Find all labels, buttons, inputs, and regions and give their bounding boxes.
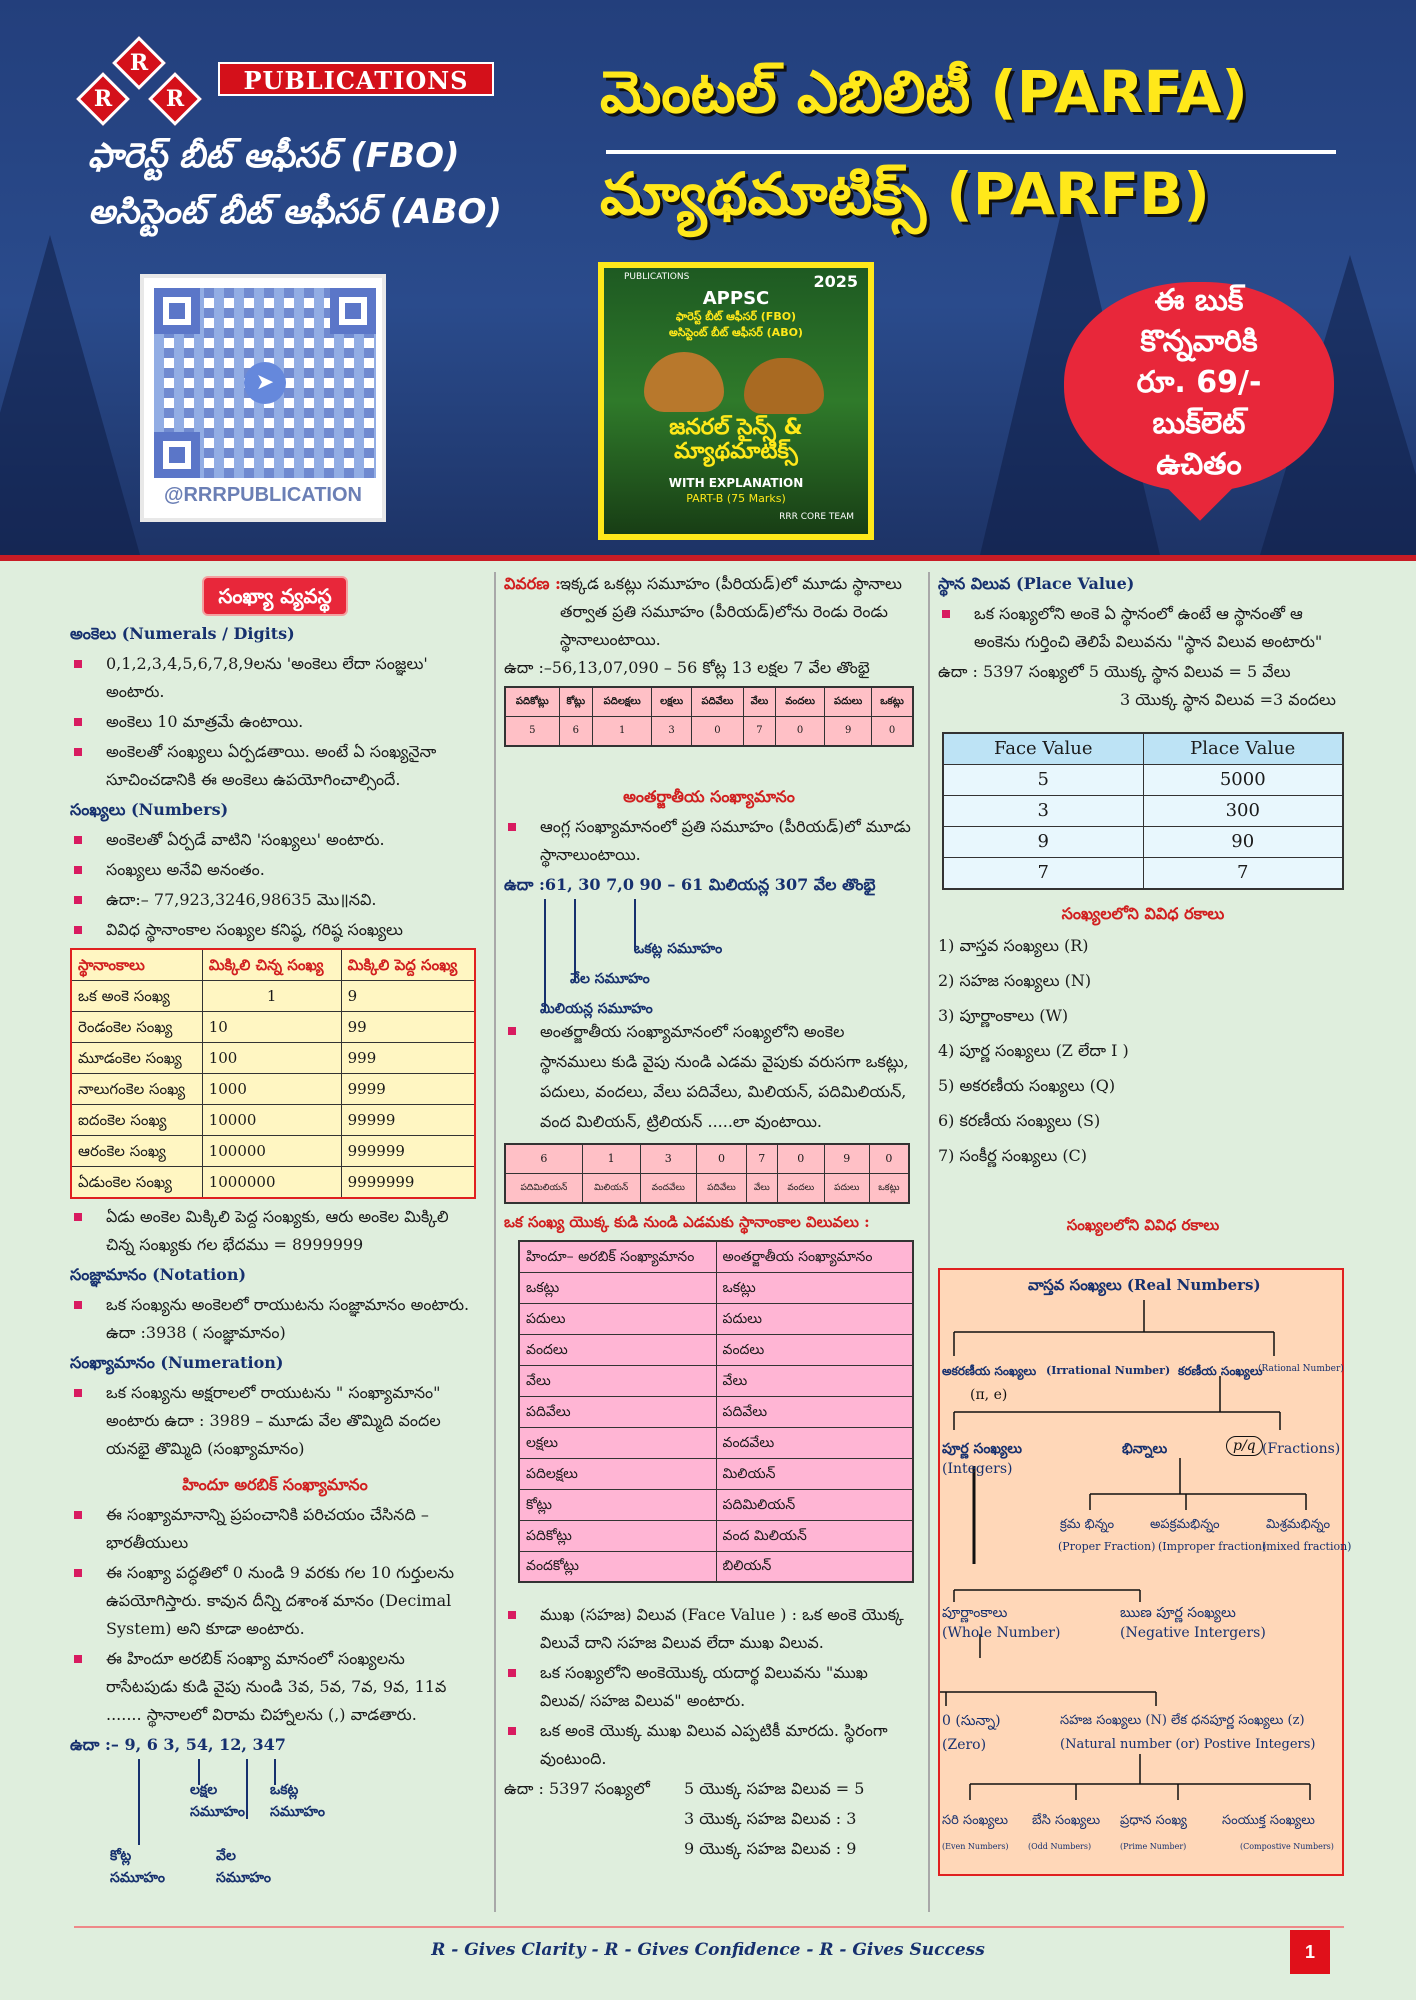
tree-node-prime-en: (Prime Number) [1120, 1842, 1187, 1851]
table-row: పదివేలు పదివేలు [519, 1396, 913, 1427]
tree-node-fraction-symbol: p/q [1226, 1436, 1263, 1456]
book-publisher: PUBLICATIONS [624, 272, 690, 282]
vivarana-text: ఇక్కడ ఒకట్లు సమూహం (పీరియడ్)లో మూడు స్థానాలు తర్వాత ప్రతి సమూహం (పీరియడ్)లోను రెండు రెండు స్థానాలుంటాయి. [560, 574, 902, 649]
tree-node-mixed-en: (mixed fraction) [1262, 1540, 1352, 1553]
table-row: ఆరంకెల సంఖ్య 100000 999999 [71, 1136, 475, 1167]
list-item: అంకెలతో ఏర్పడే వాటిని 'సంఖ్యలు' అంటారు. [70, 826, 480, 854]
grouping-diagram [70, 1759, 480, 1899]
table-row: వందలు వందలు [519, 1334, 913, 1365]
book-exam: APPSC [702, 288, 770, 309]
footer-tagline: R - Gives Clarity - R - Gives Confidence - R - Gives Success [431, 1940, 985, 1960]
table-row: మూడంకెల సంఖ్య 100 999 [71, 1043, 475, 1074]
diagram-label: వేల సమూహం [570, 971, 650, 987]
list-item: 5) అకరణీయ సంఖ్యలు (Q) [938, 1076, 1116, 1095]
table-row: కోట్లు పదిమిలియన్ [519, 1489, 913, 1520]
offer-badge-text: ఈ బుక్ కొన్నవారికి రూ. 69/- బుక్‌లెట్ ఉచితం [1136, 283, 1262, 482]
table-row: నాలుగంకెల సంఖ్య 1000 9999 [71, 1074, 475, 1105]
table-row: రెండంకెల సంఖ్య 10 99 [71, 1012, 475, 1043]
example-line: ఉదా :–56,13,07,090 – 56 కోట్ల 13 లక్షల 7 వేల తొంభై [504, 658, 870, 677]
list-item: 0,1,2,3,4,5,6,7,8,9లను 'అంకెలు లేదా సంజ్ఞలు' అంటారు. [70, 650, 480, 706]
list-item: అంకెలతో సంఖ్యలు ఏర్పడతాయి. అంటే ఏ సంఖ్యనైనా సూచించడానికి ఈ అంకెలు ఉపయోగించాల్సిందే. [70, 738, 480, 794]
table-row: ఐదంకెల సంఖ్య 10000 99999 [71, 1105, 475, 1136]
tree-node-fractions: భిన్నాలు [1122, 1441, 1168, 1457]
diagram-label: వేల సమూహం [216, 1848, 271, 1886]
book-subtitle: WITH EXPLANATION [668, 476, 804, 490]
tree-node-improper: అపక్రమభిన్నం [1150, 1517, 1220, 1532]
main-title-line1: మెంటల్ ఎబిలిటీ (PARFA) [600, 58, 1248, 126]
tree-node-odd: బేసి సంఖ్యలు [1032, 1813, 1101, 1828]
example-line: 9 యొక్క సహజ విలువ : 9 [684, 1839, 857, 1858]
example-line: 3 యొక్క సహజ విలువ : 3 [684, 1809, 857, 1828]
section-heading: సంఖ్యా వ్యవస్థ [202, 576, 347, 616]
subheading-international: అంతర్జాతీయ సంఖ్యామానం [623, 787, 795, 806]
tree-node-irrational-ex: (π, e) [970, 1387, 1008, 1403]
table-row: 5 5000 [943, 765, 1343, 796]
list-item: 3) పూర్ణాంకాలు (W) [938, 1006, 1069, 1025]
diagram-label: లక్షల సమూహం [190, 1782, 245, 1820]
telegram-icon: ➤ [244, 362, 286, 404]
tree-node-proper: క్రమ భిన్నం [1060, 1517, 1115, 1532]
example-label: ఉదా : 5397 సంఖ్యలో [504, 1779, 650, 1798]
subheading-numerals: అంకెలు (Numerals / Digits) [70, 624, 295, 643]
tree-node-prime: ప్రధాన సంఖ్య [1120, 1813, 1187, 1828]
subheading-numeration: సంఖ్యామానం (Numeration) [70, 1353, 284, 1372]
tree-node-natural: సహజ సంఖ్యలు (N) లేక ధనపూర్ణ సంఖ్యలు (z) [1060, 1713, 1305, 1728]
tree-node-negative-en: (Negative Intergers) [1120, 1625, 1266, 1641]
diagram-label: మిలియన్ల సమూహం [540, 1001, 653, 1017]
place-value-table: పదికోట్లు కోట్లు పదిలక్షలు లక్షలు పదివేలు వేలు వందలు పదులు ఒకట్లు 5 6 1 3 0 7 0 9 0 [504, 686, 914, 747]
table-header: మిక్కిలి పెద్ద సంఖ్య [341, 949, 475, 981]
diagram-label: ఒకట్ల సమూహం [270, 1782, 325, 1820]
subheading-numbers: సంఖ్యలు (Numbers) [70, 800, 229, 819]
table-row: 3 300 [943, 796, 1343, 827]
table-header: హిందూ– అరబిక్ సంఖ్యామానం [519, 1241, 716, 1272]
tree-node-real: వాస్తవ సంఖ్యలు (Real Numbers) [1028, 1276, 1261, 1294]
list-item: ఈ హిందూ అరబిక్ సంఖ్యా మానంలో సంఖ్యలను రాసేటపుడు కుడి వైపు నుండి 3వ, 5వ, 7వ, 9వ, 11వ ....... స్థానాలలో విరామ చిహ్నాలను (,) వాడతారు. [70, 1645, 480, 1729]
table-row: వందకోట్లు బిలియన్ [519, 1551, 913, 1582]
international-grouping-diagram [504, 899, 914, 1015]
book-year: 2025 [813, 272, 858, 291]
table-row: లక్షలు వందవేలు [519, 1427, 913, 1458]
tree-node-negative: ఋణ పూర్ణ సంఖ్యలు [1120, 1605, 1236, 1621]
tree-node-whole-en: (Whole Number) [942, 1625, 1061, 1641]
list-item: ఒక సంఖ్యలోని అంకెయొక్క యదార్థ విలువను "ముఖ విలువ/ సహజ విలువ" అంటారు. [504, 1659, 914, 1715]
table-row: పదులు పదులు [519, 1303, 913, 1334]
tree-node-proper-en: (Proper Fraction) [1058, 1540, 1156, 1553]
table-row: పదిలక్షలు మిలియన్ [519, 1458, 913, 1489]
column-place-value [938, 570, 1348, 1239]
tree-node-composite-en: (Compostive Numbers) [1240, 1842, 1334, 1851]
column-international-system [504, 570, 914, 1865]
tree-node-rational-en: (Rational Number) [1258, 1364, 1344, 1374]
header-divider [0, 555, 1416, 561]
list-item: 6) కరణీయ సంఖ్యలు (S) [938, 1111, 1101, 1130]
list-item: సంఖ్యలు అనేవి అనంతం. [70, 856, 480, 884]
list-item: ముఖ (సహజ) విలువ (Face Value ) : ఒక అంకె యొక్క విలువే దాని సహజ విలువ లేదా ముఖ విలువ. [504, 1601, 914, 1657]
example-line: 5 యొక్క సహజ విలువ = 5 [684, 1779, 865, 1798]
list-item: ఈ సంఖ్యామానాన్ని ప్రపంచానికి పరిచయం చేసినది – భారతీయులు [70, 1501, 480, 1557]
tree-node-zero: 0 (సున్నా) [942, 1713, 1001, 1729]
subheading-hindu-arabic: హిందూ అరబిక్ సంఖ్యామానం [182, 1475, 368, 1494]
column-divider [494, 572, 496, 1912]
qr-handle: @RRRPUBLICATION [163, 484, 362, 506]
main-title-line2: మ్యాథమాటిక్స్ (PARFB) [600, 160, 1210, 228]
list-item: 2) సహజ సంఖ్యలు (N) [938, 971, 1092, 990]
tree-node-even-en: (Even Numbers) [942, 1842, 1009, 1851]
tree-node-whole: పూర్ణాంకాలు [942, 1605, 1008, 1621]
diagram-label: కోట్ల సమూహం [110, 1848, 165, 1886]
comparison-table [518, 1240, 914, 1583]
lion-cub-image [744, 358, 824, 414]
abo-heading: అసిస్టెంట్ బీట్ ఆఫీసర్ (ABO) [88, 192, 502, 232]
subheading-place-value: స్థాన విలువ (Place Value) [938, 574, 1135, 593]
publications-label: PUBLICATIONS [218, 62, 494, 96]
table-header: అంతర్జాతీయ సంఖ్యామానం [716, 1241, 913, 1272]
banner-header [0, 0, 1416, 555]
column-divider [928, 572, 930, 1912]
list-item: ఒక అంకె యొక్క ముఖ విలువ ఎప్పటికీ మారదు. స్థిరంగా వుంటుంది. [504, 1717, 914, 1773]
footer-divider [74, 1926, 1344, 1928]
example-line: 3 యొక్క స్థాన విలువ =3 వందలు [1120, 690, 1336, 709]
table-row: పదికోట్లు వంద మిలియన్ [519, 1520, 913, 1551]
table-row: వేలు వేలు [519, 1365, 913, 1396]
list-item: ఒక సంఖ్యలోని అంకె ఏ స్థానంలో ఉంటే ఆ స్థానంతో ఆ అంకెను గుర్తించి తెలిపే విలువను "స్థాన విలువ అంటారు" [938, 600, 1348, 656]
list-item: 4) పూర్ణ సంఖ్యలు (Z లేదా I ) [938, 1041, 1129, 1060]
example-line: ఉదా :– 9, 6 3, 54, 12, 347 [70, 1735, 286, 1754]
subheading-types: సంఖ్యలలోని వివిధ రకాలు [1061, 904, 1225, 923]
tree-node-composite: సంయుక్త సంఖ్యలు [1222, 1813, 1315, 1828]
table-row: ఒక అంకె సంఖ్య 1 9 [71, 981, 475, 1012]
diagram-label: ఒకట్ల సమూహం [634, 941, 723, 957]
book-line1: ఫారెస్ట్ బీట్ ఆఫీసర్ (FBO) [675, 310, 797, 323]
table-row: ఒకట్లు ఒకట్లు [519, 1272, 913, 1303]
list-item: వివిధ స్థానాంకాల సంఖ్యల కనిష్ఠ, గరిష్ఠ సంఖ్యలు [70, 916, 480, 944]
rrr-logo: R R R [70, 40, 210, 120]
tree-node-irrational-en: (Irrational Number) [1046, 1364, 1171, 1377]
tree-node-integers-en: (Integers) [942, 1461, 1013, 1477]
table-header: స్థానాంకాలు [71, 949, 202, 981]
list-item: ఒక సంఖ్యను అంకెలలో రాయుటను సంజ్ఞామానం అంటారు. ఉదా :3938 ( సంజ్ఞామానం) [70, 1291, 480, 1347]
example-line: ఉదా : 5397 సంఖ్యలో 5 యొక్క స్థాన విలువ = 5 వేలు [938, 662, 1291, 681]
list-item: ఈ సంఖ్యా పద్ధతిలో 0 నుండి 9 వరకు గల 10 గుర్తులను ఉపయోగిస్తారు. కావున దీన్ని దశాంశ మానం (Decimal System) అని కూడా అంటారు. [70, 1559, 480, 1643]
tree-node-fractions-en: (Fractions) [1262, 1441, 1341, 1457]
number-classification-tree [938, 1268, 1352, 1876]
book-team: RRR CORE TEAM [779, 512, 854, 522]
example-line: ఉదా :61, 30 7,0 90 – 61 మిలియన్ల 307 వేల తొంభై [504, 875, 876, 894]
tree-node-improper-en: (Improper fraction) [1158, 1540, 1267, 1553]
list-item: అంకెలు 10 మాత్రమే ఉంటాయి. [70, 708, 480, 736]
page-number: 1 [1290, 1930, 1330, 1974]
table-row: 9 90 [943, 827, 1343, 858]
list-item: 7) సంకీర్ణ సంఖ్యలు (C) [938, 1146, 1088, 1165]
table-header: మిక్కిలి చిన్న సంఖ్య [202, 949, 341, 981]
vivarana-label: వివరణ : [504, 574, 561, 593]
list-item: ఏడు అంకెల మిక్కిలి పెద్ద సంఖ్యకు, ఆరు అంకెల మిక్కిలి చిన్న సంఖ్యకు గల భేదము = 8999999 [70, 1203, 480, 1259]
list-item: అంతర్జాతీయ సంఖ్యామానంలో సంఖ్యలోని అంకెల స్థానములు కుడి వైపు నుండి ఎడమ వైపుకు వరుసగా ఒకట్లు, పదులు, వందలు, వేలు పదివేలు, మిలియన్, పదిమిలియన్, వంద మిలియన్, ట్రిలియన్ .....లా వుంటాయి. [504, 1017, 914, 1137]
table-row: 7 7 [943, 858, 1343, 890]
tree-node-irrational: అకరణీయ సంఖ్యలు [942, 1364, 1037, 1378]
tree-node-natural-en: (Natural number (or) Postive Integers) [1060, 1737, 1316, 1752]
subheading-types-tree: సంఖ్యలలోని వివిధ రకాలు [1066, 1216, 1220, 1234]
tree-node-integers: పూర్ణ సంఖ్యలు [942, 1441, 1023, 1457]
tree-node-mixed: మిశ్రమభిన్నం [1266, 1517, 1331, 1532]
subheading-comparison: ఒక సంఖ్య యొక్క కుడి నుండి ఎడమకు స్థానాంకాల విలువలు : [504, 1213, 870, 1231]
table-header: Face Value [943, 733, 1143, 765]
telegram-qr-code[interactable] [140, 274, 386, 522]
list-item: ఆంగ్ల సంఖ్యామానంలో ప్రతి సమూహం (పీరియడ్)లో మూడు స్థానాలుంటాయి. [504, 813, 914, 869]
list-item: ఉదా:– 77,923,3246,98635 మొ॥నవి. [70, 886, 480, 914]
subheading-notation: సంజ్ఞామానం (Notation) [70, 1265, 247, 1284]
book-part: PART-B (75 Marks) [686, 492, 786, 505]
face-place-table [942, 732, 1344, 890]
list-item: 1) వాస్తవ సంఖ్యలు (R) [938, 936, 1089, 955]
qr-pattern [154, 288, 376, 478]
book-line2: అసిస్టెంట్ బీట్ ఆఫీసర్ (ABO) [669, 326, 803, 339]
international-place-table: 6 1 3 0 7 0 9 0 పదిమిలియన్ మిలియన్ వందవేలు పదివేలు వేలు వందలు పదులు ఒకట్లు [504, 1143, 910, 1204]
tree-silhouette [0, 235, 140, 555]
tree-node-zero-en: (Zero) [942, 1737, 987, 1753]
fbo-heading: ఫారెస్ట్ బీట్ ఆఫీసర్ (FBO) [88, 136, 460, 176]
lion-cub-image [644, 352, 724, 412]
table-row: ఏడుంకెల సంఖ్య 1000000 9999999 [71, 1167, 475, 1199]
list-item: ఒక సంఖ్యను అక్షరాలలో రాయుటను " సంఖ్యామానం" అంటారు ఉదా : 3989 – మూడు వేల తొమ్మిది వందల యనభై తొమ్మిది (సంఖ్యామానం) [70, 1379, 480, 1463]
tree-node-even: సరి సంఖ్యలు [942, 1813, 1009, 1828]
tree-node-odd-en: (Odd Numbers) [1028, 1842, 1092, 1851]
title-divider [606, 150, 1336, 154]
book-cover [598, 262, 874, 540]
digit-range-table [70, 948, 476, 1199]
table-header: Place Value [1143, 733, 1343, 765]
tree-node-rational: కరణీయ సంఖ్యలు [1178, 1364, 1263, 1378]
book-title: జనరల్ సైన్స్ & మ్యాథమాటిక్స్ [669, 415, 803, 464]
column-number-system [70, 570, 480, 1899]
